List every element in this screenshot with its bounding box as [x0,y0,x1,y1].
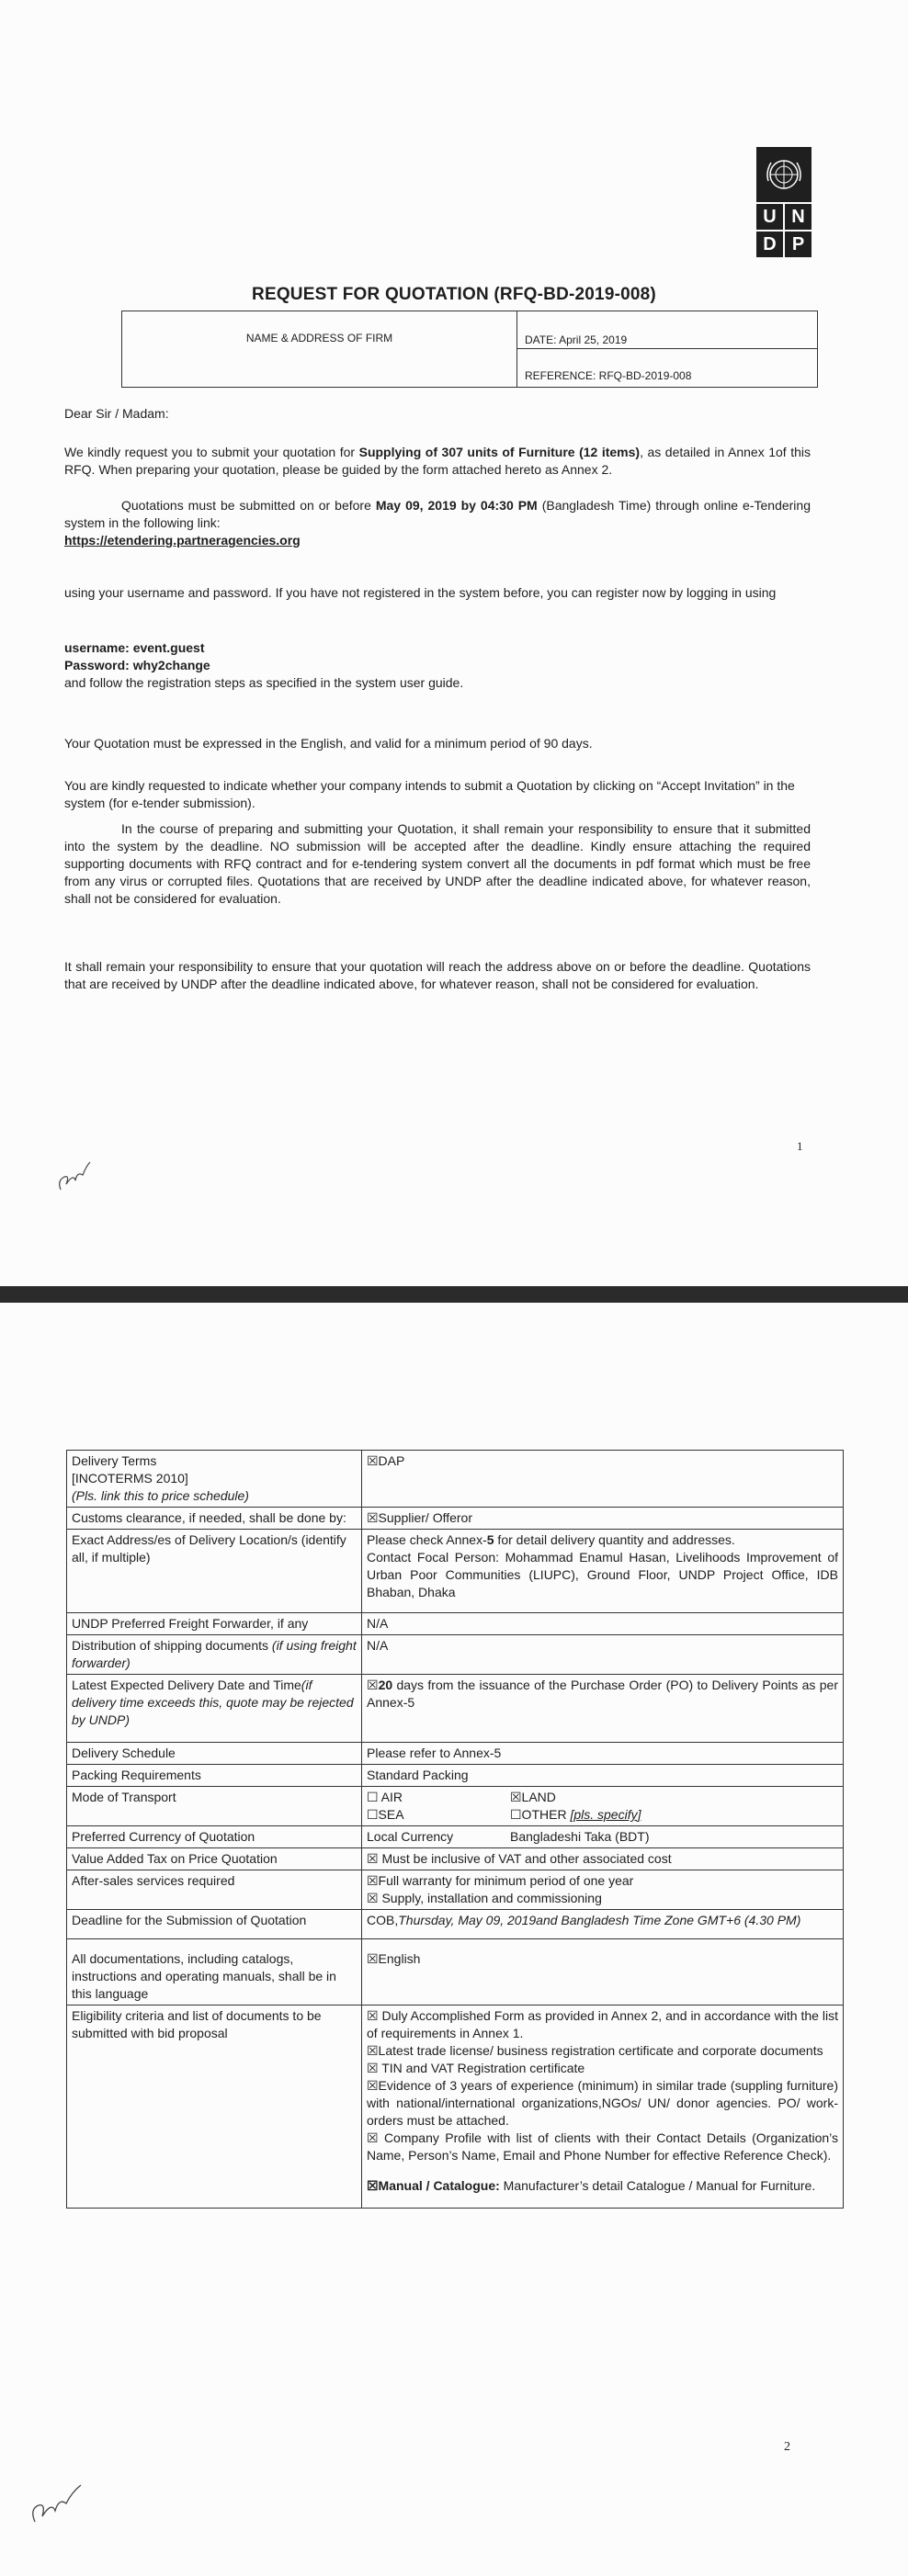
vat-value: ☒ Must be inclusive of VAT and other associated cost [362,1848,844,1870]
table-row [67,1765,844,1787]
reference-field: REFERENCE: RFQ-BD-2019-008 [525,369,692,382]
logo-letter: D [756,232,783,257]
row-label: UNDP Preferred Freight Forwarder, if any [67,1613,362,1635]
row-label: Customs clearance, if needed, shall be done by: [67,1508,362,1530]
table-row [67,1613,844,1635]
table-row [67,1451,844,1508]
row-label: Delivery Terms [INCOTERMS 2010] (Pls. link this to price schedule) [67,1451,362,1508]
table-row [67,2005,844,2209]
air-checkbox: ☐ AIR [367,1790,403,1804]
eligibility-value: ☒ Duly Accomplished Form as provided in Annex 2, and in accordance with the list of requirements in Annex 1. ☒Latest trade license/ business registration certificate and corporate documents ☒ TIN and VAT Registration certificate ☒Evidence of 3 years of experience (minimum) in similar trade (suppling furniture) with national/international organizations,NGOs/ UN/ donor agencies. PO/ work-orders must be attached. ☒ Company Profile with list of clients with their Contact Details (Organization’s Name, Person’s Name, Email and Phone Number for effective Reference Check). ☒Manual / Catalogue: Manufacturer’s detail Catalogue / Manual for Furniture. [362,2005,844,2209]
password: Password: why2change [64,658,210,672]
land-checkbox: ☒LAND [510,1790,556,1804]
name-address-label: NAME & ADDRESS OF FIRM [122,311,517,387]
packing-value: Standard Packing [362,1765,844,1787]
freight-forwarder-value: N/A [362,1613,844,1635]
page-number: 1 [797,1139,803,1153]
table-row [67,1848,844,1870]
row-label: After-sales services required [67,1870,362,1910]
rfq-page-1 [0,0,908,1286]
undp-logo [756,147,812,257]
initials-signature [28,2474,92,2529]
language-value: ☒English [362,1939,844,2005]
table-row [67,1635,844,1675]
date-field: DATE: April 25, 2019 [517,311,817,349]
table-row [67,1743,844,1765]
customs-value: ☒Supplier/ Offeror [362,1508,844,1530]
delivery-address-value: Please check Annex-5 for detail delivery quantity and addresses. Contact Focal Person: Mohammad Enamul Hasan, Livelihoods Improvement of Urban Poor Communities (LIUPC), Ground Floor, UNDP Project Office, IDB Bhaban, Dhaka [362,1530,844,1613]
deadline-value: COB,Thursday, May 09, 2019and Bangladesh Time Zone GMT+6 (4.30 PM) [362,1910,844,1939]
table-row [67,1530,844,1613]
shipping-docs-value: N/A [362,1635,844,1675]
sea-checkbox: ☐SEA [367,1807,404,1822]
row-label: Exact Address/es of Delivery Location/s (identify all, if multiple) [67,1530,362,1613]
row-label: Value Added Tax on Price Quotation [67,1848,362,1870]
accept-invitation-paragraph: You are kindly requested to indicate whether your company intends to submit a Quotation by clicking on “Accept Invitation” in the system (for e-tender submission). [64,778,795,810]
logo-letter: P [785,232,812,257]
latest-delivery-value: ☒20 days from the issuance of the Purchase Order (PO) to Delivery Points as per Annex-5 [362,1675,844,1743]
deadline-paragraph: Quotations must be submitted on or before May 09, 2019 by 04:30 PM (Bangladesh Time) through online e-Tendering system in the following link: https://etendering.partneragencies.org [64,498,811,548]
intro-paragraph: We kindly request you to submit your quotation for Supplying of 307 units of Furniture (12 items), as detailed in Annex 1of this RFQ. When preparing your quotation, please be guided by the form attached hereto as Annex 2. [64,445,812,477]
transport-options [362,1787,844,1826]
page-separator [0,1286,908,1303]
initials-signature [53,1153,99,1199]
credentials [64,639,811,692]
validity-paragraph: Your Quotation must be expressed in the English, and valid for a minimum period of 90 days. [64,736,593,751]
table-row [67,1939,844,2005]
row-label: Preferred Currency of Quotation [67,1826,362,1848]
table-row [67,1508,844,1530]
document-title: REQUEST FOR QUOTATION (RFQ-BD-2019-008) [252,285,656,304]
salutation: Dear Sir / Madam: [64,406,169,421]
row-label: Eligibility criteria and list of documents to be submitted with bid proposal [67,2005,362,2209]
table-row [67,1910,844,1939]
table-row [67,1675,844,1743]
delivery-terms-value: ☒DAP [362,1451,844,1508]
row-label: Deadline for the Submission of Quotation [67,1910,362,1939]
after-sales-value: ☒Full warranty for minimum period of one year ☒ Supply, installation and commissioning [362,1870,844,1910]
row-label: All documentations, including catalogs, instructions and operating manuals, shall be in this language [67,1939,362,2005]
other-checkbox: ☐OTHER [pls. specify] [510,1807,641,1822]
un-emblem-icon [756,147,812,202]
row-label: Distribution of shipping documents (if using freight forwarder) [67,1635,362,1675]
final-paragraph: It shall remain your responsibility to ensure that your quotation will reach the address above on or before the deadline. Quotations that are received by UNDP after the deadline indicated above, for whatever reason, shall not be considered for evaluation. [64,959,811,991]
firm-header-table [121,311,818,388]
login-paragraph: using your username and password. If you have not registered in the system before, you can register now by logging in using [64,585,777,600]
table-row [67,1870,844,1910]
etendering-link[interactable]: https://etendering.partneragencies.org [64,533,301,548]
currency-value: Local Currency Bangladeshi Taka (BDT) [362,1826,844,1848]
row-label: Delivery Schedule [67,1743,362,1765]
row-label: Mode of Transport [67,1787,362,1826]
registration-steps: and follow the registration steps as specified in the system user guide. [64,675,464,690]
responsibility-paragraph: In the course of preparing and submitting your Quotation, it shall remain your responsibility to ensure that it submitted into the system by the deadline. NO submission will be accepted after the deadline. Kindly ensure attaching the required supporting documents with RFQ contract and for e-tendering system convert all the documents in pdf format which must be free from any virus or corrupted files. Quotations that are received by UNDP after the deadline indicated above, for whatever reason, shall not be considered for evaluation. [64,821,811,906]
delivery-schedule-value: Please refer to Annex-5 [362,1743,844,1765]
table-row [67,1787,844,1826]
username: username: event.guest [64,640,205,655]
logo-letter: N [785,204,812,230]
row-label: Latest Expected Delivery Date and Time(if delivery time exceeds this, quote may be rejected by UNDP) [67,1675,362,1743]
logo-letter: U [756,204,783,230]
row-label: Packing Requirements [67,1765,362,1787]
page-number: 2 [784,2440,790,2454]
table-row [67,1826,844,1848]
rfq-terms-table [66,1450,844,2209]
